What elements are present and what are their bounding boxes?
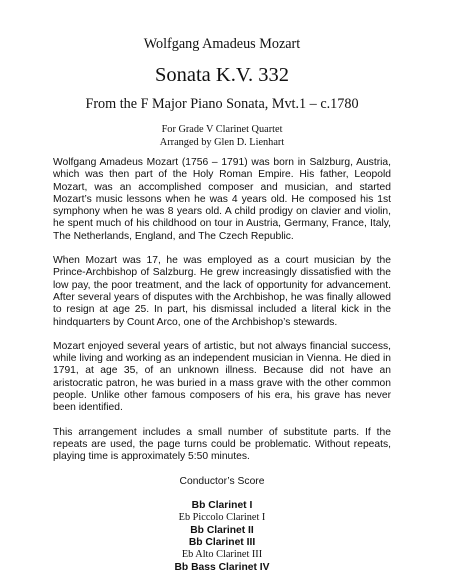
part-item: Bb Clarinet II xyxy=(190,524,254,536)
biography-paragraph-1: Wolfgang Amadeus Mozart (1756 – 1791) was born in Salzburg, Austria, which was then part of the Holy Roman Empire. His father, Leopold Mozart, was an accomplished composer and musician, and started Mozart’s music lessons when he was 4 years old. He composed his 1st symphony when he was 8 years old. A child prodigy on clavier and violin, he spent much of his childhood on tour in Austria, Germany, France, Italy, The Netherlands, England, and The Czech Republic. xyxy=(53,157,391,242)
part-item: Bb Bass Clarinet IV xyxy=(174,561,270,573)
arrangement-notes-paragraph: This arrangement includes a small number of substitute parts. If the repeats are used, the page turns could be problematic. Without repeats, playing time is approximately 5:50 minutes. xyxy=(53,426,391,463)
arrangement-credits xyxy=(53,124,391,149)
part-item: Eb Piccolo Clarinet I xyxy=(178,512,266,524)
part-item: Bb Clarinet I xyxy=(191,500,253,512)
piece-title: Sonata K.V. 332 xyxy=(154,64,289,86)
arranger-line: Arranged by Glen D. Lienhart xyxy=(159,136,285,148)
part-item: Bb Clarinet III xyxy=(188,536,256,548)
biography-paragraph-3: Mozart enjoyed several years of artistic, but not always financial success, while living and working as an independent musician in Vienna. He died in 1791, at age 35, of an unknown illness. Because did not have an aristocratic patron, he was buried in a mass grave with the other common people. Unlike other famous composers of his era, his grave has never been identified. xyxy=(53,340,391,414)
score-label: Conductor’s Score xyxy=(179,475,265,487)
instrument-parts-list xyxy=(53,500,391,574)
part-item: Eb Alto Clarinet III xyxy=(181,549,263,561)
piece-subtitle: From the F Major Piano Sonata, Mvt.1 – c.1780 xyxy=(85,96,359,112)
composer-name: Wolfgang Amadeus Mozart xyxy=(143,36,301,52)
grade-line: For Grade V Clarinet Quartet xyxy=(161,124,283,135)
biography-paragraph-2: When Mozart was 17, he was employed as a court musician by the Prince-Archbishop of Salzburg. He grew increasingly dissatisfied with the low pay, the poor treatment, and the lack of opportunity for advancement. After several years of disputes with the Archbishop, he was finally allowed to resign at age 25. In part, his dismissal included a literal kick in the hindquarters by Count Arco, one of the Archbishop’s stewards. xyxy=(53,255,391,328)
